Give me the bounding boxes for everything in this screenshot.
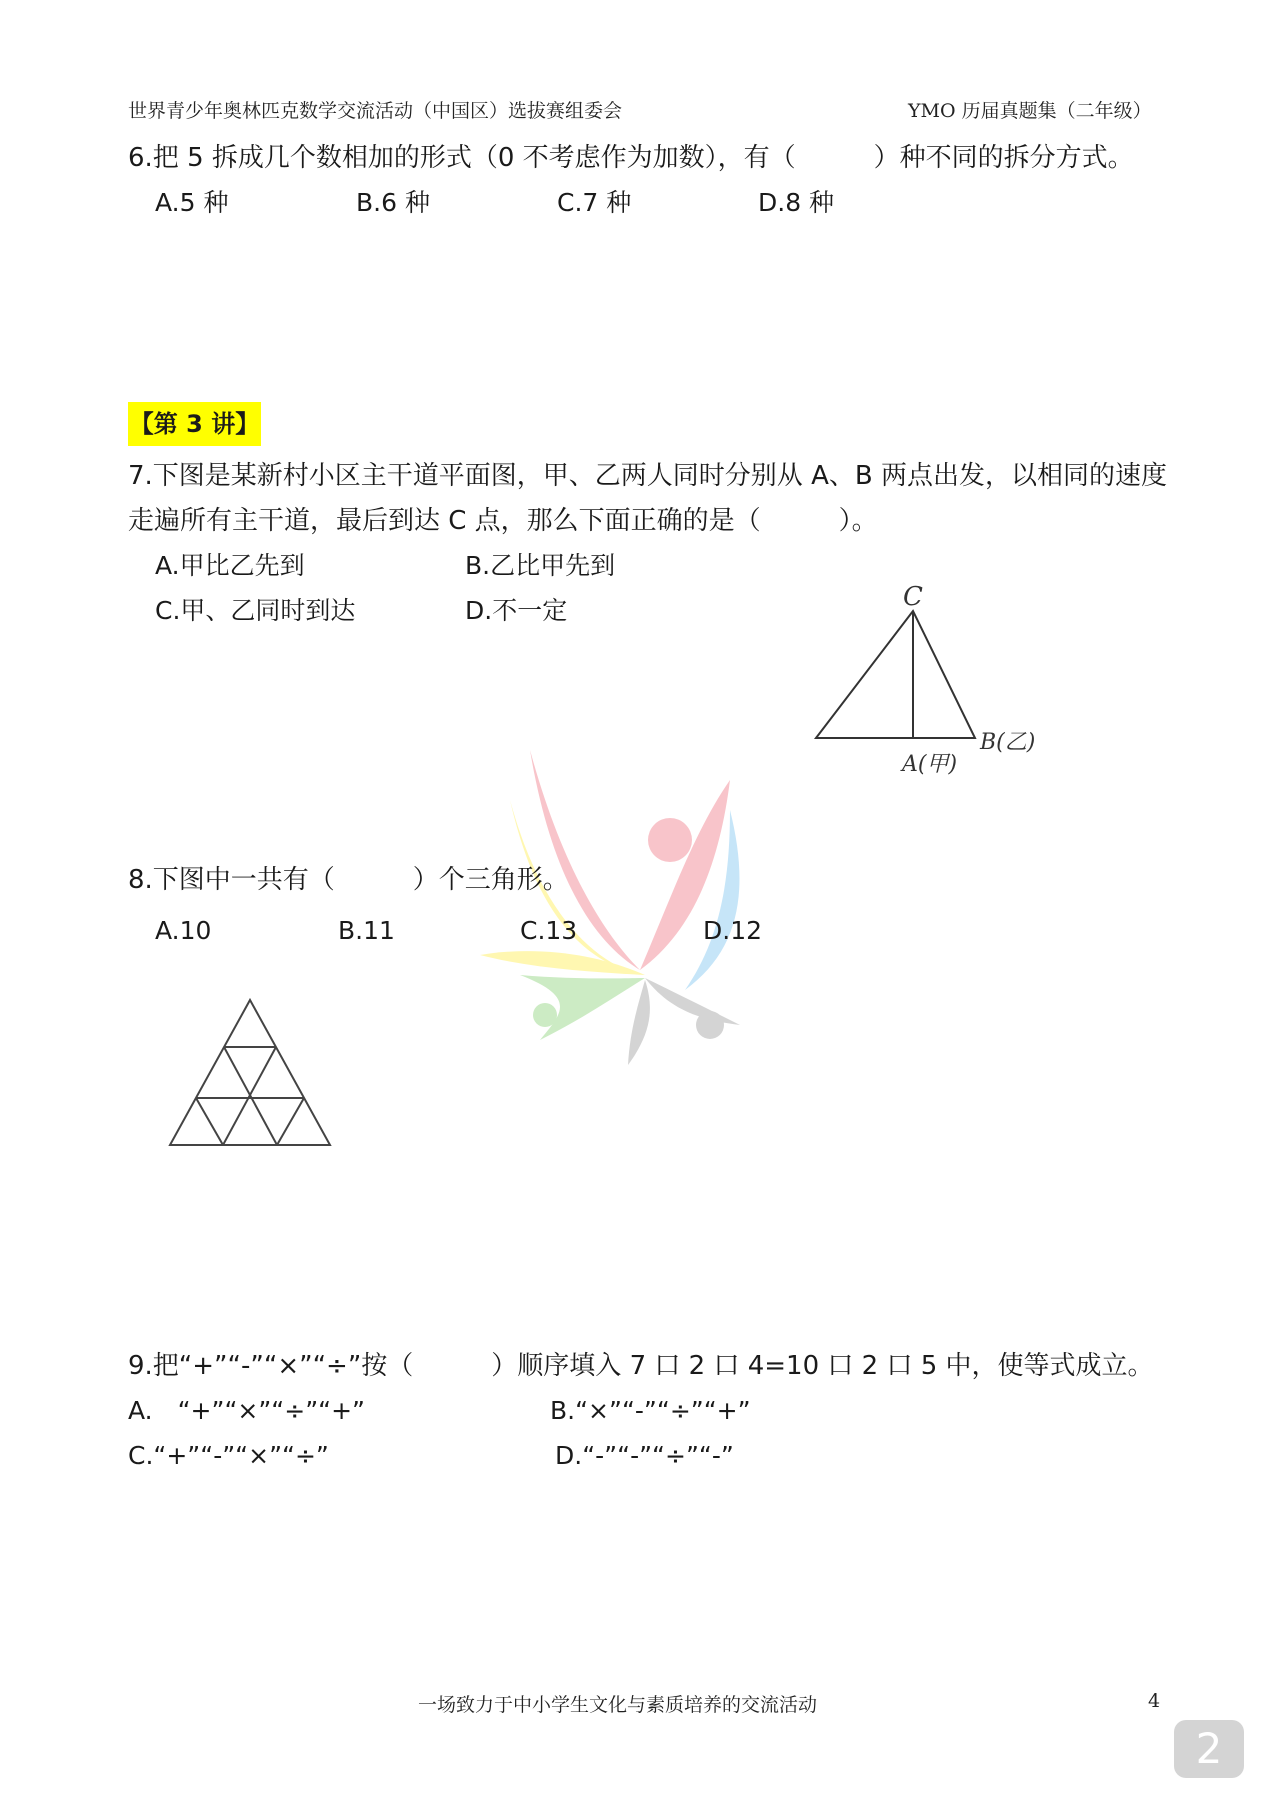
q8-option-c: C.13 [520, 916, 578, 945]
q9-option-d: D.“-”“-”“÷”“-” [555, 1441, 734, 1470]
watermark-logo [480, 740, 780, 1070]
q7-option-a: A.甲比乙先到 [155, 551, 305, 580]
question-8-text: 8.下图中一共有（ ）个三角形。 [128, 865, 569, 895]
q6-option-d: D.8 种 [758, 188, 835, 217]
question-9-text: 9.把“+”“-”“×”“÷”按（ ）顺序填入 7 口 2 口 4=10 口 2 口 5 中，使等式成立。 [128, 1351, 1154, 1381]
label-c: C [903, 582, 923, 612]
q8-option-a: A.10 [155, 916, 212, 945]
q7-option-b: B.乙比甲先到 [465, 551, 616, 580]
lecture-tag: 【第 3 讲】 [128, 402, 261, 446]
label-b-yi: B(乙) [980, 730, 1036, 755]
q6-option-b: B.6 种 [356, 188, 430, 217]
q8-option-d: D.12 [703, 916, 763, 945]
q6-option-a: A.5 种 [155, 188, 229, 217]
page-badge: 2 [1174, 1720, 1244, 1778]
q8-option-b: B.11 [338, 916, 395, 945]
q8-triangle-figure [160, 995, 345, 1155]
q9-option-b: B.“×”“-”“÷”“+” [550, 1396, 751, 1425]
header-title: YMO 历届真题集（二年级） [908, 100, 1152, 122]
q9-option-a: A. “+”“×”“÷”“+” [128, 1396, 366, 1425]
q9-option-c: C.“+”“-”“×”“÷” [128, 1441, 329, 1470]
q7-road-diagram [800, 575, 1080, 780]
q7-option-d: D.不一定 [465, 596, 568, 625]
label-a-jia: A(甲) [902, 752, 958, 777]
question-7-line-1: 7.下图是某新村小区主干道平面图，甲、乙两人同时分别从 A、B 两点出发，以相同的速度 [128, 461, 1167, 491]
question-6-text: 6.把 5 拆成几个数相加的形式（0 不考虑作为加数），有（ ）种不同的拆分方式。 [128, 143, 1134, 173]
question-7-line-2: 走遍所有主干道，最后到达 C 点，那么下面正确的是（ ）。 [128, 506, 878, 536]
q7-option-c: C.甲、乙同时到达 [155, 596, 356, 625]
road-triangle [816, 611, 975, 738]
q6-option-c: C.7 种 [557, 188, 632, 217]
footer-slogan: 一场致力于中小学生文化与素质培养的交流活动 [418, 1694, 818, 1716]
header-org: 世界青少年奥林匹克数学交流活动（中国区）选拔赛组委会 [128, 100, 623, 122]
page-number: 4 [1148, 1690, 1161, 1712]
